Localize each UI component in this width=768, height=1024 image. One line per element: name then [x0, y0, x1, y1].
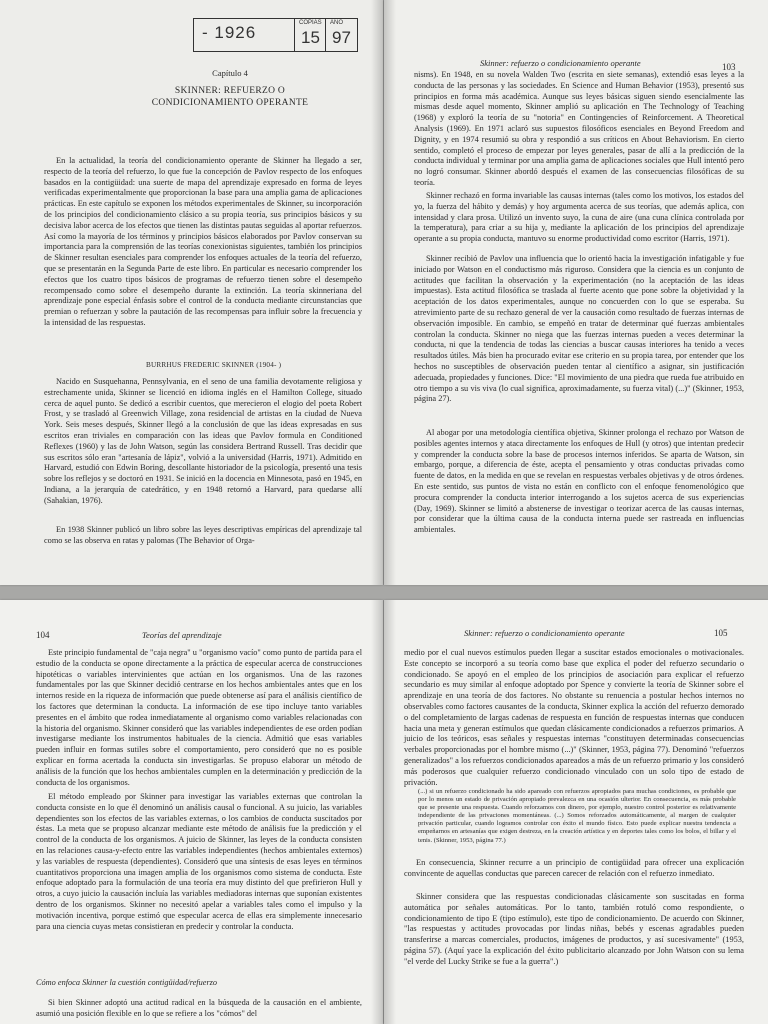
- stamp-year-value: 97: [332, 28, 351, 47]
- page-105: [384, 600, 768, 1024]
- biography-paragraph-2: En 1938 Skinner publicó un libro sobre las leyes descriptivas empíricas del aprendizaje tal como se las observa en ratas y palomas (The Behavior of Orga-: [44, 525, 362, 545]
- page-number: 103: [722, 62, 736, 72]
- library-stamp: [193, 18, 358, 52]
- page-102: [0, 0, 383, 585]
- paragraph-2: En consecuencia, Skinner recurre a un principio de contigüidad para ofrecer una explicación convincente de aquellas conductas que parecen carecer de relación con el refuerzo inmediato.: [404, 858, 744, 878]
- paragraph-3: Skinner recibió de Pavlov una influencia que lo orientó hacia la investigación infatigable y fue iniciado por Watson en el conductismo más riguroso. Considera que la ciencia es un conjunto de actitudes que facilitan la observación y la experimentación (no la aceptación de las ideas impuestas). Esta actitud filosófica se traslada al fuerte acento que pone sobre la objetividad y la aceptación de los datos experimentales, aunque no concuerden con lo que se esperaba. Su atrevimiento parte de su rechazo general de ver la causación como resultado de fuerzas internas de observación imposible. En cambio, se empeñó en tratar de determinar qué fuerzas ambientales controlan la conducta. Skinner no niega que las fuerzas internas pueden a veces determinar la conducta, ni que la tendencia de todas las ciencias a buscar causas interiores ha tenido a veces resultados útiles. Más bien ha procurado evitar ese criterio en su propia tarea, por entender que los hechos no susceptibles de observación pueden tentar al científico a asignar, sin justificación adecuada, propiedades y funciones. Dice: "El movimiento de una piedra que rueda fue atribuido en otro tiempo a su vis viva (lo cual significa, aproximadamente, su fuerza vital) (...)" (Skinner, 1953, página 27).: [414, 254, 744, 404]
- block-quotation: (...) si un refuerzo condicionado ha sido apareado con refuerzos apropiados para muchas condiciones, es probable que por lo menos un estado de privación apropiado prevalezca en una ocasión ulterior. En consecuencia, es más probable que se presente una respuesta. Cuando reforzamos con dinero, por ejemplo, nuestro control posterior es relativamente independiente de las privaciones momentáneas. (...) Somos reforzados automáticamente, al margen de cualquier privación particular, cuando logramos controlar con éxito el mundo físico. Esto puede explicar nuestra tendencia a empeñarnos en artesanías que exigen destreza, en la creación artística y en deportes tales como los bolos, el billar y el tenis. (Skinner, 1953, página 77.): [418, 788, 736, 844]
- running-head: Teorías del aprendizaje: [142, 630, 222, 640]
- stamp-copies-label: COPIAS: [299, 20, 322, 26]
- page-number: 105: [714, 628, 728, 638]
- page-number: 104: [36, 630, 50, 640]
- stamp-code: - 1926: [202, 23, 257, 42]
- page-103: [384, 0, 768, 585]
- paragraph-1: medio por el cual nuevos estímulos pueden llegar a suscitar estados emocionales o motivacionales. Este concepto se incorporó a su teoría como base que explica el poder del refuerzo secundario o condicionado. Se apoyó en el empleo de los principios de asociación para explicar el refuerzo secundario es muy similar al enfoque adoptado por Spence y convierte la teoría de Skinner sobre el aprendizaje en una teoría de dos factores. No obstante su renuencia a postular hechos internos no observables como factores causantes de la conducta, Skinner explica la acción del refuerzo demorado o del completamiento de largas cadenas de respuesta en función de respuestas internas que conducen hacia una meta y generan estímulos que quedan clásicamente condicionados a refuerzos primarios. A juicio de los teóricos, esas señales y respuestas internas "constituyen determinadas consecuencias verbales proporcionadas por el hombre mismo (...)" (Skinner, 1953, página 77). Denominó "refuerzos generalizados" a los refuerzos condicionados apareados a más de un refuerzo primario y los consideró más poderosos que cualquier refuerzo condicionado vinculado con un solo tipo de estado de privación.: [404, 648, 744, 787]
- section-subheading: Cómo enfoca Skinner la cuestión contigüidad/refuerzo: [36, 978, 218, 987]
- biography-paragraph-1: Nacido en Susquehanna, Pennsylvania, en el seno de una familia devotamente religiosa y estrechamente unida, Skinner se licenció en idioma inglés en el Hamilton College, situado cerca de aquel punto. Se dedicó a escribir cuentos, que merecieron el elogio del poeta Robert Frost, y se trasladó al Greenwich Village, zona residencial de artistas en la ciudad de Nueva York. Seis meses después, Skinner llegó a la conclusión de que las ideas expresadas en sus escritos eran triviales en comparación con las ideas que Pavlov formula en Conditioned Reflexes (1960) y las de John Watson, según las considera Bertrand Russell. Tras decidir que sus escritos sólo eran "artesanía de lápiz", volvió a la universidad (Harris, 1971). Admitido en Harvard, estudió con Edwin Boring, descollante historiador de la psicología, presentó una tesis sobre los reflejos y se doctoró en 1931. Se inició en la docencia en Minnesota, pasó en 1945, en Indiana, a la jerarquía de catedrático, y en 1948 retornó a Harvard, para quedarse allí (Sahakian, 1976).: [44, 377, 362, 505]
- paragraph-2: El método empleado por Skinner para investigar las variables externas que controlan la conducta consiste en lo que él denominó un análisis causal o funcional. A su juicio, las variables dependientes son los efectos de las variables externas, o los cambios de conducta suscitados por éstas. La meta que se propuso alcanzar mediante este método de análisis fue la predicción y el control de la conducta de los organismos. A juicio de Skinner, las leyes de la conducta consisten en las relaciones causa-y-efecto entre las variables independientes (hechos ambientales externos) y las variables de respuesta (dependientes). Consideró que una síntesis de esas leyes en términos cuantitativos proporciona una imagen amplia de los organismos como sistema de conducta. Este enfoque adoptado para la formulación de una teoría era muy distinto del que prefirieron Hull y otros, a cuyo juicio la causación incluía las variables mediadoras internas que suponían existentes dentro de los organismos. Skinner no necesitó apelar a variables tales como el impulso y la motivación incentiva, porque estimó que especular acerca de ellas era simplemente innecesario para una ciencia cuyas metas consistieran en predecir y controlar la conducta.: [36, 792, 362, 931]
- chapter-title-line-1: SKINNER: REFUERZO O: [174, 86, 286, 96]
- running-head: Skinner: refuerzo o condicionamiento operante: [464, 628, 625, 638]
- stamp-year-label: AÑO: [330, 20, 344, 26]
- running-head: Skinner: refuerzo o condicionamiento operante: [480, 58, 641, 68]
- paragraph-4: Al abogar por una metodología científica objetiva, Skinner prolonga el rechazo por Watson de posibles agentes internos y ataca directamente los enfoques de Hull (y otros) que intentan predecir y comprender la conducta sobre la base de procesos internos inferidos. Se aparta de Watson, sin embargo, porque, a diferencia de éste, acepta el pensamiento y otras conductas privadas como fuente de datos, en la medida en que se revelan en respuestas verbales objetivas y de otros órdenes. En este sentido, sus puntos de vista no están en conflicto con el enfoque fenomenológico que procura comprender la conducta interior interrogando a los sujetos acerca de sus experiencias (Day, 1969). Skinner se limitó a abstenerse de investigar o teorizar acerca de las causas internas, por considerar que la última causa de la conducta interna puede ser rastreada en influencias ambientales.: [414, 428, 744, 535]
- paragraph-3: Si bien Skinner adoptó una actitud radical en la búsqueda de la causación en el ambiente, asumió una posición flexible en lo que se refiere a los "cómos" del: [36, 998, 362, 1018]
- chapter-intro-paragraph: En la actualidad, la teoría del condicionamiento operante de Skinner ha llegado a ser, respecto de la teoría del refuerzo, lo que fue la concepción de Pavlov respecto de los enfoques basados en la contigüidad: una suerte de mapa del aprendizaje expresado en forma de leyes verificadas experimentalmente que proporcionan la base para una amplia gama de aplicaciones prácticas. En este capítulo se exponen los métodos experimentales de Skinner, su incorporación de los principios del condicionamiento clásico a su propia teoría, sus principios básicos y su decisiva labor acerca de los efectos que tienen las distintas pautas seguidas al aportar refuerzos. Así como la mayoría de los términos y principios básicos elaborados por Pavlov conservan su importancia para la comprensión de las teorías conexionistas siguientes, también los principios de Skinner resultan esenciales para comprender los enfoques actuales de la teoría del refuerzo, que se presentarán en la Segunda Parte de este libro. En particular es necesario comprender los efectos que los cuatro tipos básicos de programas de refuerzo tienen sobre el desempeño recompensado como sobre el desempeño durante la extinción. La teoría skinneriana del aprendizaje pone especial énfasis sobre el control de la conducta mediante circunstancias que premian o refuerzan y sobre la pautación de las recompensas para influir sobre la frecuencia y la intensidad de las respuestas.: [44, 156, 362, 327]
- paragraph-1: Este principio fundamental de "caja negra" u "organismo vacío" como punto de partida para el estudio de la conducta se opone directamente a la práctica de especular acerca de construcciones hipotéticas o variables intervinientes que actúan en los organismos. Una de las razones fundamentales por las que Skinner decidió centrarse en los hechos ambientales antes que en los internos reside en la riqueza de información que puede obtenerse así para el análisis científico de los factores que determinan la conducta. La información de ese tipo incluye tanto variables presentes en el ámbito que rodea inmediatamente al organismo como variables relacionadas con la historia del organismo. Skinner consideró que las variables independientes de ese orden podían investigarse mediante los instrumentos habituales de la ciencia. Admitió que esas variables pueden influir en formas sutiles sobre el comportamiento, pero consideró que no es posible explicar en forma acertada la conducta sin investigarlas. Se propuso elaborar un método de análisis de la función que los hechos ambientales cumplen en la determinación y predicción de la conducta de los organismos.: [36, 648, 362, 787]
- paragraph-2: Skinner rechazó en forma invariable las causas internas (tales como los motivos, los estados del yo, la fuerza del hábito y demás) y hoy argumenta acerca de sus teorías, que además aplica, con intensidad y clara prosa. Utilizó un invento suyo, la cuna de aire (una cuna clínica controlada por la temperatura), para criar a su hija y, mediante la aplicación de los principios del aprendizaje operante a su propia conducta, mantuvo su enorme productividad como escritor (Harris, 1971).: [414, 191, 744, 244]
- paragraph-3: Skinner considera que las respuestas condicionadas clásicamente son suscitadas en forma automática por señales automáticas. Por lo tanto, también rotuló como respondiente, o condicionamiento de tipo E (tipo estímulo), este tipo de condicionamiento. De acuerdo con Skinner, "las respuestas y actitudes provocadas por lindas niñas, bebés y escenas agradables pueden transferirse a marcas comerciales, productos, imágenes de productos, y así sucesivamente" (1953, página 57). (Aquí yace la explicación del éxito publicitario alcanzado por John Watson con su lema "el verde del Lucky Strike se fue a la guerra".): [404, 892, 744, 966]
- stamp-year-cell: [325, 19, 357, 51]
- stamp-copies-value: 15: [301, 28, 320, 47]
- paragraph-1: nisms). En 1948, en su novela Walden Two (escrita en siete semanas), extendió esas leyes a la conducta de las personas y las sociedades. En Science and Human Behavior (1953), presentó sus principios en forma más académica. Aunque sus leyes básicas siguen siendo esencialmente las mismas desde aquel momento, Skinner amplió su aplicación en The Technology of Teaching (1968) y exploró la teoría de su "notoria" en Contingencies of Reinforcement. A Theoretical Analysis (1969). En 1971 aclaró sus supuestos filosóficos esenciales en Beyond Freedom and Dignity, y en 1974 resumió su obra y respondió a sus críticos en About Behaviorism. En cierto sentido, completó el proceso de empezar por leyes generales, pasar de allí a la predicción de la conducta individual y terminar por una amplia gama de aplicaciones sociales que Hull intentó pero no logró consumar. Skinner abordó después el examen de las consecuencias filosóficas de su teoría.: [414, 70, 744, 187]
- stamp-copies-cell: [294, 19, 325, 51]
- chapter-title-line-2: CONDICIONAMIENTO OPERANTE: [151, 98, 309, 108]
- page-104: [0, 600, 383, 1024]
- scan-gap: [0, 585, 768, 600]
- biography-heading: BURRHUS FREDERIC SKINNER (1904- ): [146, 361, 282, 369]
- chapter-label: Capítulo 4: [212, 68, 248, 78]
